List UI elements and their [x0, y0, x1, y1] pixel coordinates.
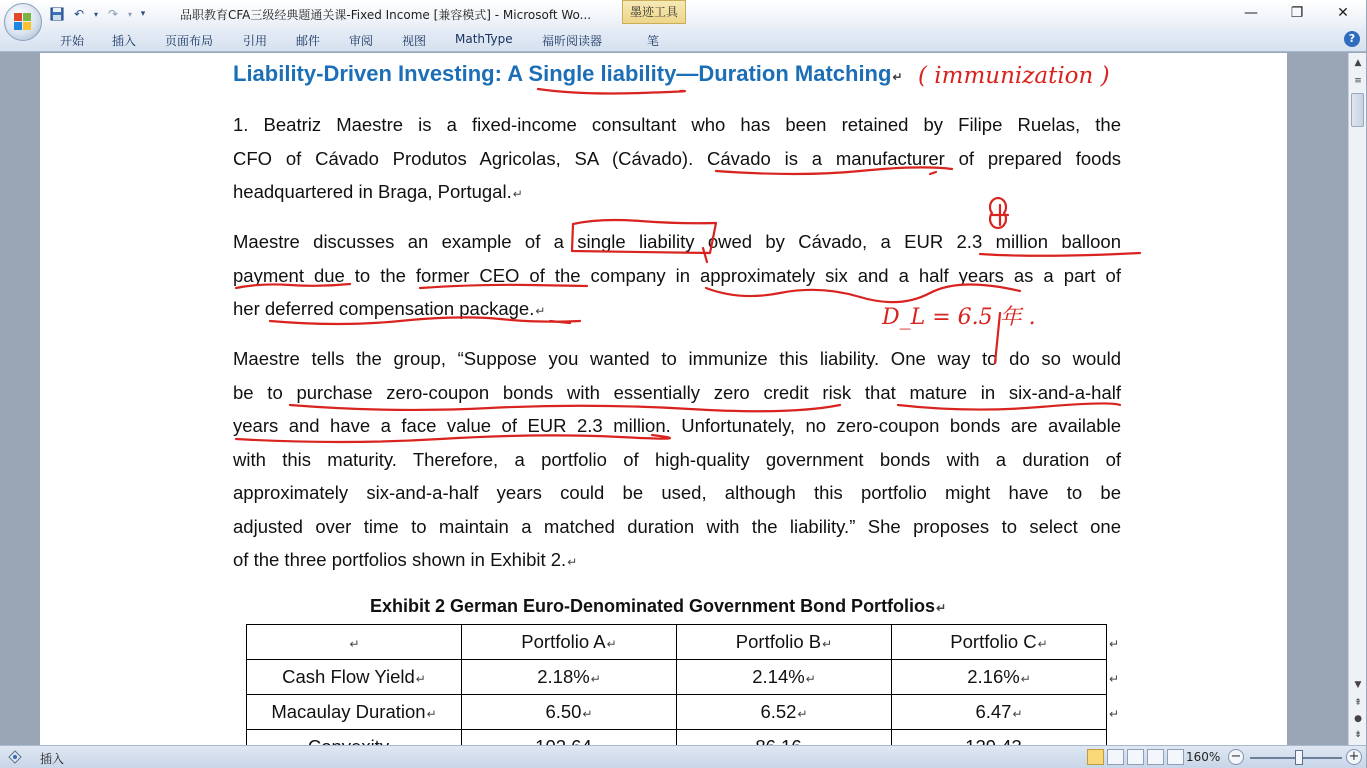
- tab-home[interactable]: 开始: [60, 34, 85, 48]
- paragraph-mark: ↵: [1020, 672, 1031, 686]
- full-screen-reading-view-button[interactable]: [1107, 749, 1124, 765]
- text-line: Maestre tells the group, “Suppose you wanted to immunize this liability. One way to do so would: [233, 348, 1121, 369]
- ink-underline: [538, 89, 685, 94]
- table-header-cell[interactable]: Portfolio C↵: [892, 625, 1107, 660]
- text-line: years and have a face value of EUR 2.3 million. Unfortunately, no zero-coupon bonds are available: [233, 415, 1121, 436]
- paragraph-mark: ↵: [936, 601, 947, 615]
- web-layout-view-button[interactable]: [1127, 749, 1144, 765]
- office-button[interactable]: [4, 3, 42, 41]
- tab-foxit-reader[interactable]: 福昕阅读器: [542, 34, 603, 48]
- tab-review[interactable]: 审阅: [349, 34, 374, 48]
- tab-insert[interactable]: 插入: [112, 34, 137, 48]
- scroll-up-icon[interactable]: ▲: [1354, 58, 1362, 68]
- paragraph-mark: ↵: [567, 555, 578, 569]
- paragraph-mark: ↵: [606, 637, 617, 651]
- portfolio-table: [246, 624, 1107, 765]
- exhibit-title-text: Exhibit 2 German Euro-Denominated Government Bond Portfolios: [370, 596, 936, 616]
- close-button[interactable]: ✕: [1337, 5, 1349, 21]
- tab-view[interactable]: 视图: [402, 34, 427, 48]
- save-icon[interactable]: [48, 5, 66, 23]
- draft-view-button[interactable]: [1167, 749, 1184, 765]
- table-cell[interactable]: 2.16%↵: [892, 660, 1107, 695]
- paragraph-mark: ↵: [797, 707, 808, 721]
- table-cell[interactable]: 6.52↵: [677, 695, 892, 730]
- text-line: adjusted over time to maintain a matched duration with the liability.” She proposes to select one: [233, 515, 1121, 537]
- text-line: payment due to the former CEO of the company in approximately six and a half years as a part of: [233, 264, 1121, 286]
- exhibit-title: [370, 596, 946, 617]
- zoom-in-button[interactable]: +: [1346, 749, 1362, 765]
- view-buttons: [1087, 749, 1184, 765]
- end-of-row-mark: ↵: [1109, 637, 1120, 651]
- paragraph-3: [233, 342, 1121, 577]
- title-bar: [0, 0, 1366, 28]
- redo-icon[interactable]: ↷: [107, 7, 119, 21]
- previous-page-icon[interactable]: ⇞: [1354, 698, 1362, 708]
- quick-access-toolbar: [48, 4, 148, 24]
- table-row: [247, 660, 1107, 695]
- heading-text: Liability-Driven Investing: A Single liability—Duration Matching: [233, 61, 892, 86]
- redo-dropdown-icon[interactable]: ▾: [127, 9, 132, 19]
- table-header-cell[interactable]: Portfolio B↵: [677, 625, 892, 660]
- vertical-scrollbar[interactable]: [1348, 53, 1366, 745]
- tab-pen[interactable]: 笔: [647, 34, 660, 48]
- minimize-button[interactable]: —: [1244, 5, 1258, 21]
- customize-qat-icon[interactable]: ▾: [140, 9, 146, 19]
- table-cell[interactable]: 6.50↵: [462, 695, 677, 730]
- text-line: [233, 175, 1121, 209]
- ribbon-tabs: [0, 28, 1366, 52]
- text-line: Maestre discusses an example of a single liability owed by Cávado, a EUR 2.3 million balloon: [233, 231, 1121, 252]
- text-line: approximately six-and-a-half years could be used, although this portfolio might have to be: [233, 482, 1121, 503]
- scroll-down-icon[interactable]: ▼: [1354, 680, 1362, 690]
- window-controls: [1228, 0, 1366, 26]
- help-icon[interactable]: ?: [1344, 31, 1360, 47]
- text-line-content: headquartered in Braga, Portugal.: [233, 181, 512, 202]
- text-line: [233, 543, 1121, 577]
- macro-recording-icon[interactable]: [8, 750, 22, 764]
- scroll-thumb[interactable]: [1351, 93, 1364, 127]
- end-of-row-mark: ↵: [1109, 707, 1120, 721]
- table-cell[interactable]: 2.18%↵: [462, 660, 677, 695]
- text-line: [233, 292, 1121, 326]
- zoom-out-button[interactable]: −: [1228, 749, 1244, 765]
- paragraph-mark: ↵: [892, 70, 903, 84]
- zoom-slider-thumb[interactable]: [1295, 750, 1303, 765]
- text-line: CFO of Cávado Produtos Agricolas, SA (Cávado). Cávado is a manufacturer of prepared foods: [233, 147, 1121, 169]
- undo-icon[interactable]: ↶: [73, 7, 85, 21]
- section-heading: [233, 61, 903, 87]
- table-header-row: [247, 625, 1107, 660]
- ink-duration-note: D_L = 6.5 年 .: [882, 305, 1036, 330]
- print-layout-view-button[interactable]: [1087, 749, 1104, 765]
- select-browse-object-icon[interactable]: ●: [1354, 714, 1362, 724]
- table-cell[interactable]: Cash Flow Yield↵: [247, 660, 462, 695]
- paragraph-2: [233, 225, 1121, 326]
- window-title: 品职教育CFA三级经典题通关课-Fixed Income [兼容模式] - Microsoft Wo...: [180, 8, 592, 22]
- paragraph-mark: ↵: [512, 187, 523, 201]
- insert-mode-indicator[interactable]: 插入: [40, 752, 65, 766]
- paragraph-mark: ↵: [1037, 637, 1048, 651]
- table-header-cell[interactable]: Portfolio A↵: [462, 625, 677, 660]
- table-cell[interactable]: 2.14%↵: [677, 660, 892, 695]
- table-header-cell[interactable]: [247, 625, 462, 660]
- text-line-content: her deferred compensation package.: [233, 298, 535, 319]
- text-line: 1. Beatriz Maestre is a fixed-income consultant who has been retained by Filipe Ruelas, the: [233, 114, 1121, 135]
- office-logo-icon: [14, 13, 32, 31]
- paragraph-mark: ↵: [590, 672, 601, 686]
- tab-references[interactable]: 引用: [243, 34, 268, 48]
- text-line: with this maturity. Therefore, a portfolio of high-quality government bonds with a duration of: [233, 448, 1121, 470]
- table-cell[interactable]: 6.47↵: [892, 695, 1107, 730]
- paragraph-mark: ↵: [822, 637, 833, 651]
- tab-mailings[interactable]: 邮件: [296, 34, 321, 48]
- outline-view-button[interactable]: [1147, 749, 1164, 765]
- paragraph-mark: ↵: [535, 304, 546, 318]
- paragraph-mark: ↵: [349, 637, 360, 651]
- paragraph-mark: ↵: [426, 707, 437, 721]
- paragraph-mark: ↵: [582, 707, 593, 721]
- paragraph-mark: ↵: [415, 672, 426, 686]
- tab-page-layout[interactable]: 页面布局: [165, 34, 214, 48]
- zoom-level[interactable]: 160%: [1186, 750, 1221, 764]
- table-cell[interactable]: Macaulay Duration↵: [247, 695, 462, 730]
- ink-immunization-note: ( immunization ): [918, 63, 1110, 89]
- paragraph-mark: ↵: [1012, 707, 1023, 721]
- ink-tools-context-tab[interactable]: 墨迹工具: [622, 0, 686, 24]
- text-line: be to purchase zero-coupon bonds with essentially zero credit risk that mature in six-and-a-half: [233, 381, 1121, 403]
- paragraph-1: [233, 108, 1121, 209]
- status-bar: [0, 745, 1366, 768]
- document-page[interactable]: [40, 53, 1287, 753]
- ruler-toggle-icon[interactable]: ≡: [1354, 76, 1362, 86]
- end-of-row-mark: ↵: [1109, 672, 1120, 686]
- table-row: [247, 695, 1107, 730]
- document-area: [0, 53, 1348, 745]
- tab-mathtype[interactable]: MathType: [455, 32, 513, 46]
- restore-button[interactable]: ❐: [1290, 5, 1304, 21]
- undo-dropdown-icon[interactable]: ▾: [93, 9, 98, 19]
- paragraph-mark: ↵: [805, 672, 816, 686]
- next-page-icon[interactable]: ⇟: [1354, 730, 1362, 740]
- text-line-content: of the three portfolios shown in Exhibit 2.: [233, 549, 567, 570]
